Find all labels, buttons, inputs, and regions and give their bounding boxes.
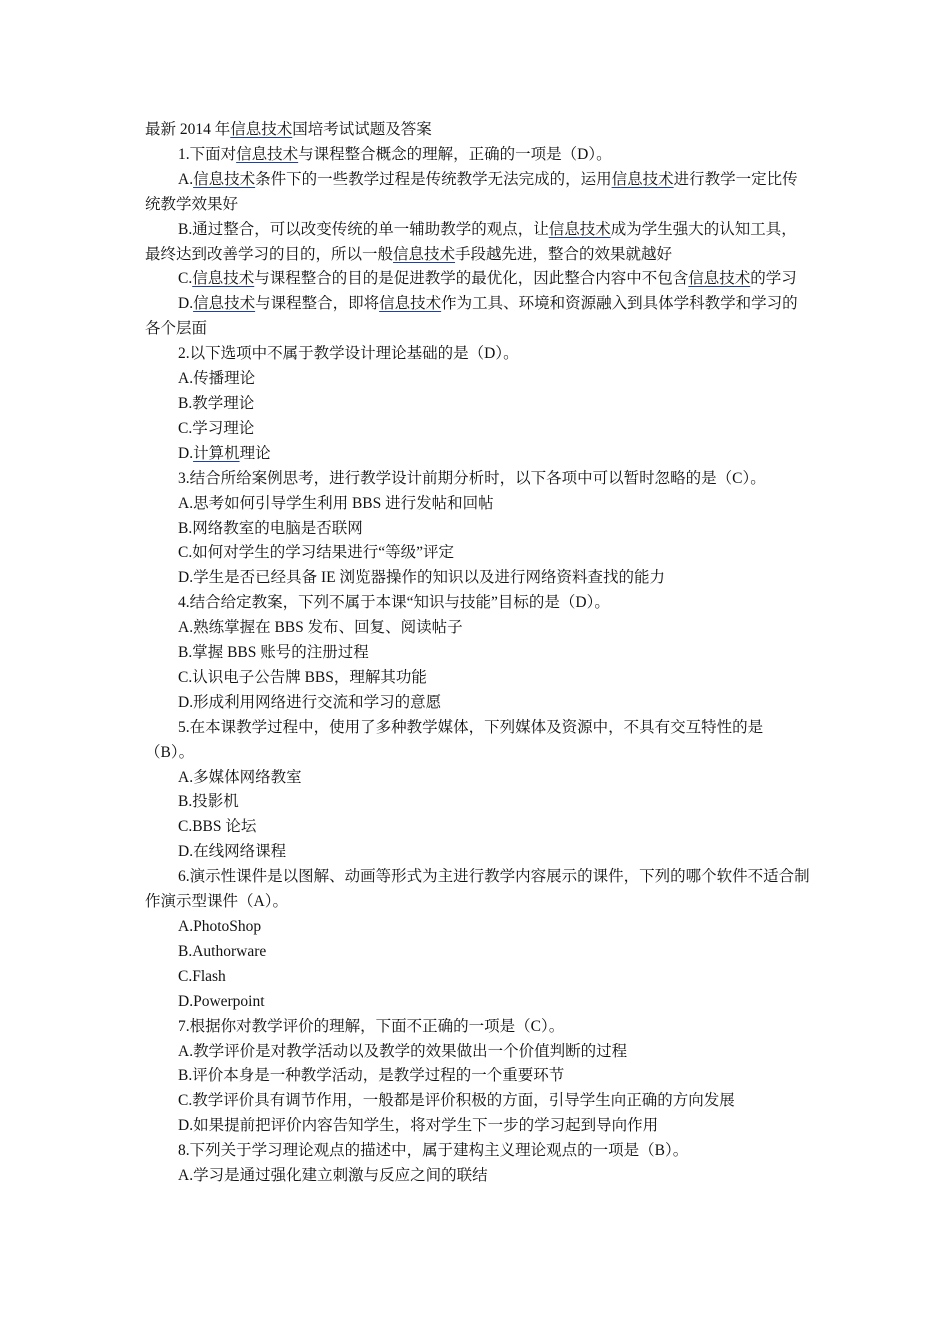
text-line bbox=[145, 541, 810, 566]
text-line bbox=[145, 1015, 810, 1040]
text-segment: D.在线网络课程 bbox=[178, 843, 287, 861]
text-segment: A.教学评价是对教学活动以及教学的效果做出一个价值判断的过程 bbox=[178, 1042, 628, 1060]
hyperlink[interactable]: 信息技术 bbox=[548, 220, 611, 238]
text-line bbox=[145, 143, 810, 168]
text-segment: A.熟练掌握在 BBS 发布、回复、阅读帖子 bbox=[178, 619, 463, 637]
text-line bbox=[145, 1040, 810, 1065]
text-line bbox=[145, 417, 810, 442]
text-line bbox=[145, 915, 810, 940]
text-line bbox=[145, 292, 810, 342]
text-segment: C.BBS 论坛 bbox=[178, 818, 257, 836]
text-segment: 作为工具、环境和资源融入到具体学科教学和学习的各个层面 bbox=[145, 295, 798, 338]
text-line bbox=[145, 940, 810, 965]
text-line bbox=[145, 367, 810, 392]
text-segment: D.如果提前把评价内容告知学生，将对学生下一步的学习起到导向作用 bbox=[178, 1117, 659, 1135]
text-segment: 1.下面对 bbox=[178, 145, 237, 163]
hyperlink[interactable]: 信息技术 bbox=[379, 295, 442, 313]
text-segment: 2.以下选项中不属于教学设计理论基础的是（D）。 bbox=[178, 345, 519, 363]
text-segment: D. bbox=[178, 295, 194, 313]
document-page bbox=[145, 118, 810, 1189]
text-segment: 3.结合所给案例思考，进行教学设计前期分析时，以下各项中可以暂时忽略的是（C）。 bbox=[178, 469, 766, 487]
text-segment: 进行教学一定比传统教学效果好 bbox=[145, 170, 798, 213]
text-line bbox=[145, 1064, 810, 1089]
text-line bbox=[145, 766, 810, 791]
text-line bbox=[145, 666, 810, 691]
hyperlink[interactable]: 信息技术 bbox=[236, 145, 299, 163]
text-segment: 7.根据你对教学评价的理解，下面不正确的一项是（C）。 bbox=[178, 1017, 565, 1035]
text-segment: 手段越先进，整合的效果就越好 bbox=[455, 245, 673, 263]
text-line bbox=[145, 990, 810, 1015]
text-segment: A. bbox=[178, 170, 194, 188]
text-line bbox=[145, 965, 810, 990]
text-segment: 与课程整合的目的是促进教学的最优化，因此整合内容中不包含 bbox=[254, 270, 689, 288]
text-segment: 6.演示性课件是以图解、动画等形式为主进行教学内容展示的课件，下列的哪个软件不适合制作演示型课件（A）。 bbox=[145, 868, 810, 911]
text-line bbox=[145, 566, 810, 591]
text-line bbox=[145, 1114, 810, 1139]
text-segment: 的学习 bbox=[750, 270, 797, 288]
text-line bbox=[145, 716, 810, 766]
text-segment: D.学生是否已经具备 IE 浏览器操作的知识以及进行网络资料查找的能力 bbox=[178, 569, 665, 587]
text-segment: 4.结合给定教案，下列不属于本课“知识与技能”目标的是（D）。 bbox=[178, 594, 610, 612]
text-segment: C.认识电子公告牌 BBS，理解其功能 bbox=[178, 668, 427, 686]
hyperlink[interactable]: 信息技术 bbox=[393, 245, 456, 263]
text-line bbox=[145, 691, 810, 716]
text-segment: B.Authorware bbox=[178, 942, 267, 960]
text-segment: 与课程整合，即将 bbox=[255, 295, 380, 313]
text-line bbox=[145, 1139, 810, 1164]
text-segment: B.掌握 BBS 账号的注册过程 bbox=[178, 644, 369, 662]
text-line bbox=[145, 1089, 810, 1114]
text-line bbox=[145, 790, 810, 815]
document-title: 最新 2014 年信息技术国培考试试题及答案 bbox=[145, 121, 432, 138]
text-segment: B.网络教室的电脑是否联网 bbox=[178, 519, 363, 537]
text-line bbox=[145, 616, 810, 641]
hyperlink[interactable]: 信息技术 bbox=[611, 170, 674, 188]
text-line bbox=[145, 267, 810, 292]
text-segment: 条件下的一些教学过程是传统教学无法完成的，运用 bbox=[255, 170, 612, 188]
text-segment: A.多媒体网络教室 bbox=[178, 768, 302, 786]
text-segment: C. bbox=[178, 270, 193, 288]
text-line bbox=[145, 1164, 810, 1189]
text-line bbox=[145, 467, 810, 492]
text-segment: B.教学理论 bbox=[178, 394, 255, 412]
text-segment: B.投影机 bbox=[178, 793, 239, 811]
hyperlink[interactable]: 信息技术 bbox=[192, 270, 255, 288]
hyperlink[interactable]: 信息技术 bbox=[688, 270, 751, 288]
text-segment: 5.在本课教学过程中，使用了多种教学媒体，下列媒体及资源中，不具有交互特性的是（B）。 bbox=[145, 718, 764, 761]
text-segment: 成为学生强大的认知工具，最终达到改善学习的目的，所以一般 bbox=[145, 220, 797, 263]
text-segment: B.通过整合，可以改变传统的单一辅助教学的观点，让 bbox=[178, 220, 549, 238]
question-list bbox=[145, 143, 810, 1189]
text-line bbox=[145, 865, 810, 915]
text-segment: C.Flash bbox=[178, 967, 226, 985]
text-segment: A.PhotoShop bbox=[178, 918, 262, 935]
text-line bbox=[145, 517, 810, 542]
text-segment: A.传播理论 bbox=[178, 370, 256, 388]
text-line bbox=[145, 492, 810, 517]
text-segment: C.如何对学生的学习结果进行“等级”评定 bbox=[178, 544, 454, 562]
text-line bbox=[145, 218, 810, 268]
text-segment: 理论 bbox=[239, 444, 271, 462]
text-line bbox=[145, 815, 810, 840]
text-segment: B.评价本身是一种教学活动，是教学过程的一个重要环节 bbox=[178, 1067, 565, 1085]
text-segment: D. bbox=[178, 444, 194, 462]
text-segment: D.Powerpoint bbox=[178, 992, 265, 1010]
text-segment: A.学习是通过强化建立刺激与反应之间的联结 bbox=[178, 1167, 488, 1185]
text-segment: C.教学评价具有调节作用，一般都是评价积极的方面，引导学生向正确的方向发展 bbox=[178, 1092, 735, 1110]
text-line bbox=[145, 840, 810, 865]
text-line bbox=[145, 591, 810, 616]
text-segment: 与课程整合概念的理解，正确的一项是（D）。 bbox=[298, 145, 612, 163]
text-line bbox=[145, 641, 810, 666]
text-segment: C.学习理论 bbox=[178, 419, 255, 437]
hyperlink[interactable]: 信息技术 bbox=[193, 295, 256, 313]
text-segment: 8.下列关于学习理论观点的描述中，属于建构主义理论观点的一项是（B）。 bbox=[178, 1142, 689, 1160]
text-segment: A.思考如何引导学生利用 BBS 进行发帖和回帖 bbox=[178, 494, 494, 512]
hyperlink[interactable]: 信息技术 bbox=[193, 170, 256, 188]
title-link[interactable]: 信息技术 bbox=[230, 121, 293, 138]
text-line bbox=[145, 442, 810, 467]
text-line bbox=[145, 342, 810, 367]
text-segment: D.形成利用网络进行交流和学习的意愿 bbox=[178, 693, 442, 711]
hyperlink[interactable]: 计算机 bbox=[193, 444, 240, 462]
text-line bbox=[145, 392, 810, 417]
text-line bbox=[145, 168, 810, 218]
